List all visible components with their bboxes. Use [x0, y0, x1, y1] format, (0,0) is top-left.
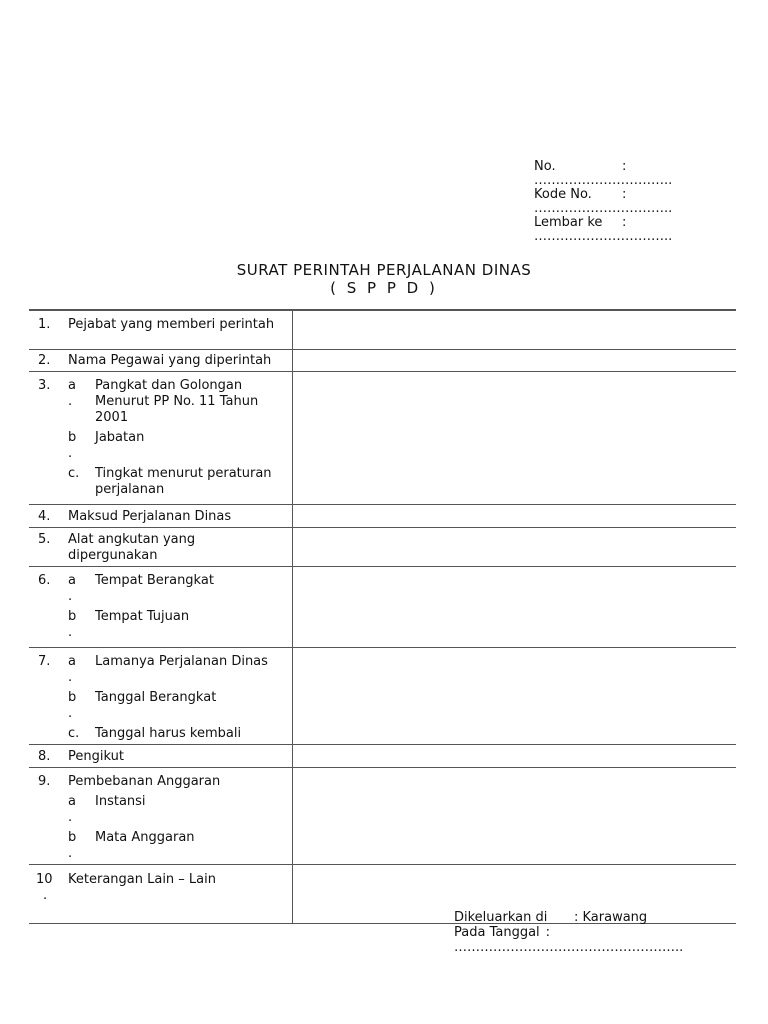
row-value-cell[interactable] [293, 371, 737, 504]
row-label-cell [29, 744, 293, 767]
ref-no-colon: : [622, 159, 627, 174]
form-row-4 [29, 504, 736, 527]
ref-no-row [534, 160, 754, 174]
sub-item [68, 430, 292, 462]
row-number: 3. [38, 377, 51, 393]
ref-kode-row [534, 188, 754, 202]
form-row-7 [29, 647, 736, 744]
sub-letter: a . [68, 377, 76, 409]
document-subtitle: ( S P P D ) [330, 279, 438, 297]
row-label-cell [29, 566, 293, 647]
form-row-2 [29, 349, 736, 371]
row-number: 10 . [36, 871, 53, 903]
sub-item [68, 609, 292, 641]
issued-at-label: Dikeluarkan di [454, 910, 548, 925]
row-label-cell [29, 647, 293, 744]
sub-text: Tempat Berangkat [95, 572, 214, 588]
row-number: 9. [38, 773, 51, 789]
ref-lembar-dots: ………………………….. [534, 229, 673, 244]
form-row-5 [29, 527, 736, 566]
issued-date-dots: …………………………………………….. [454, 940, 684, 955]
form-row-6 [29, 566, 736, 647]
row-label: Nama Pegawai yang diperintah [68, 352, 272, 368]
ref-kode-label: Kode No. [534, 187, 592, 202]
sub-text: Tingkat menurut peraturan perjalanan [95, 465, 272, 497]
sub-letter: a . [68, 653, 76, 685]
ref-lembar-row [534, 216, 754, 230]
ref-no-label: No. [534, 159, 556, 174]
row-label: Alat angkutan yang dipergunakan [68, 531, 196, 563]
sub-item [68, 794, 292, 826]
sub-letter: c. [68, 465, 80, 481]
row-value-cell[interactable] [293, 310, 737, 349]
sub-text: Tanggal harus kembali [95, 725, 242, 741]
sub-text: Pangkat dan Golongan Menurut PP No. 11 Tahun 2001 [95, 377, 259, 425]
form-table [29, 309, 736, 924]
ref-kode-colon: : [622, 187, 627, 202]
issued-date-colon: : [545, 925, 551, 940]
row-label-cell [29, 527, 293, 566]
sppd-form [29, 309, 736, 924]
row-value-cell[interactable] [293, 767, 737, 864]
row-value-cell[interactable] [293, 744, 737, 767]
sub-letter: b . [68, 429, 77, 461]
row-number: 8. [38, 748, 51, 764]
row-number: 7. [38, 653, 51, 669]
sub-letter: a . [68, 572, 76, 604]
ref-no-dots: ………………………….. [534, 173, 673, 188]
row-value-cell[interactable] [293, 527, 737, 566]
row-number: 1. [38, 317, 51, 332]
row-label-cell [29, 349, 293, 371]
row-value-cell[interactable] [293, 504, 737, 527]
document-title: SURAT PERINTAH PERJALANAN DINAS [236, 261, 532, 279]
sub-item [68, 830, 292, 862]
form-row-9 [29, 767, 736, 864]
row-value-cell[interactable] [293, 566, 737, 647]
row-value-cell[interactable] [293, 349, 737, 371]
row-value-cell[interactable] [293, 647, 737, 744]
row-label-cell [29, 864, 293, 923]
row-label-cell [29, 504, 293, 527]
row-number: 2. [38, 352, 51, 368]
ref-lembar-colon: : [622, 215, 627, 230]
sub-letter: b . [68, 608, 77, 640]
form-row-3 [29, 371, 736, 504]
form-row-8 [29, 744, 736, 767]
issued-date-row [454, 925, 754, 940]
sub-letter: a . [68, 793, 76, 825]
sub-text: Jabatan [95, 429, 145, 445]
row-label: Pejabat yang memberi perintah [68, 317, 275, 332]
sub-item [68, 690, 292, 722]
sub-letter: b . [68, 829, 77, 861]
sub-letter: c. [68, 725, 80, 741]
sub-item [68, 378, 292, 426]
ref-lembar-label: Lembar ke [534, 215, 603, 230]
row-label: Pembebanan Anggaran [68, 773, 221, 789]
sub-text: Mata Anggaran [95, 829, 195, 845]
row-label: Pengikut [68, 748, 124, 764]
row-number: 4. [38, 508, 51, 524]
sub-item [68, 654, 292, 686]
sub-text: Instansi [95, 793, 146, 809]
issued-date-label: Pada Tanggal [454, 925, 540, 940]
issued-at-row [454, 910, 754, 925]
form-row-1 [29, 310, 736, 349]
sub-item [68, 466, 292, 498]
sub-text: Tempat Tujuan [95, 608, 190, 624]
sub-text: Lamanya Perjalanan Dinas [95, 653, 268, 669]
sub-letter: b . [68, 689, 77, 721]
sub-text: Tanggal Berangkat [95, 689, 217, 705]
issuance-block [454, 910, 754, 955]
ref-kode-dots: ………………………….. [534, 201, 673, 216]
sub-item [68, 726, 292, 742]
reference-block [534, 160, 754, 244]
row-number: 5. [38, 531, 51, 547]
row-label: Maksud Perjalanan Dinas [68, 508, 232, 524]
row-label-cell [29, 767, 293, 864]
row-label-cell [29, 310, 293, 349]
row-number: 6. [38, 572, 51, 588]
row-label: Keterangan Lain – Lain [68, 871, 216, 887]
issued-at-value: : Karawang [574, 910, 648, 925]
row-label-cell [29, 371, 293, 504]
sub-item [68, 573, 292, 605]
